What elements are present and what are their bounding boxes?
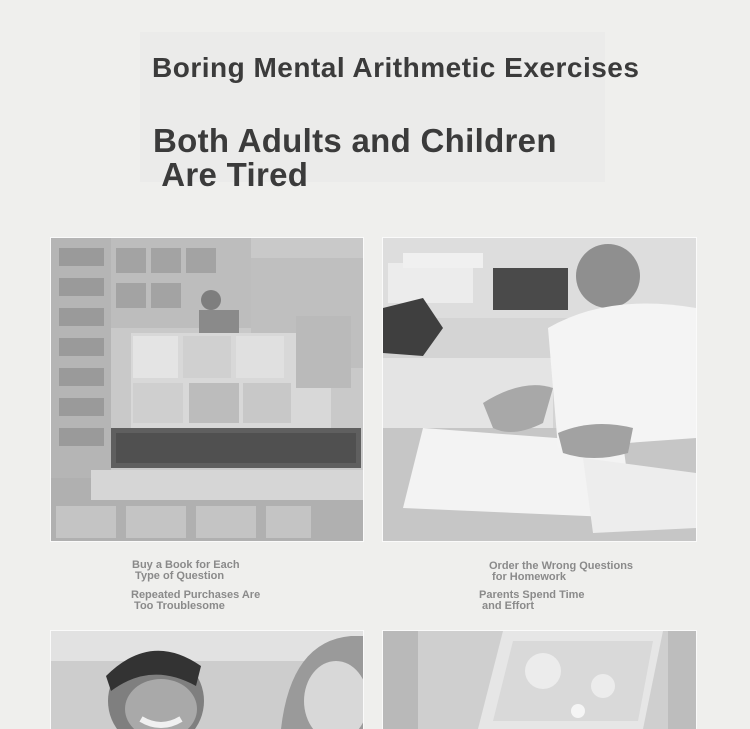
frustrated-parent-photo	[50, 630, 364, 729]
headline-title: Boring Mental Arithmetic Exercises	[152, 52, 640, 83]
device-photo	[382, 630, 697, 729]
desk-illustration	[383, 238, 696, 541]
caption-buy-book: Buy a Book for Each Type of Question	[132, 559, 240, 582]
device-illustration	[383, 631, 696, 729]
caption-parents-spend-time: Parents Spend Time and Effort	[479, 589, 585, 612]
caption-order-wrong-questions: Order the Wrong Questions for Homework	[489, 560, 634, 583]
headline-subtitle: Both Adults and Children Are Tired	[153, 122, 557, 193]
father-homework-photo	[382, 237, 697, 542]
caption-repeated-purchases: Repeated Purchases Are Too Troublesome	[131, 589, 261, 612]
parent-child-illustration	[51, 631, 363, 729]
bookstore-photo	[50, 237, 364, 542]
bookstore-illustration	[51, 238, 363, 541]
